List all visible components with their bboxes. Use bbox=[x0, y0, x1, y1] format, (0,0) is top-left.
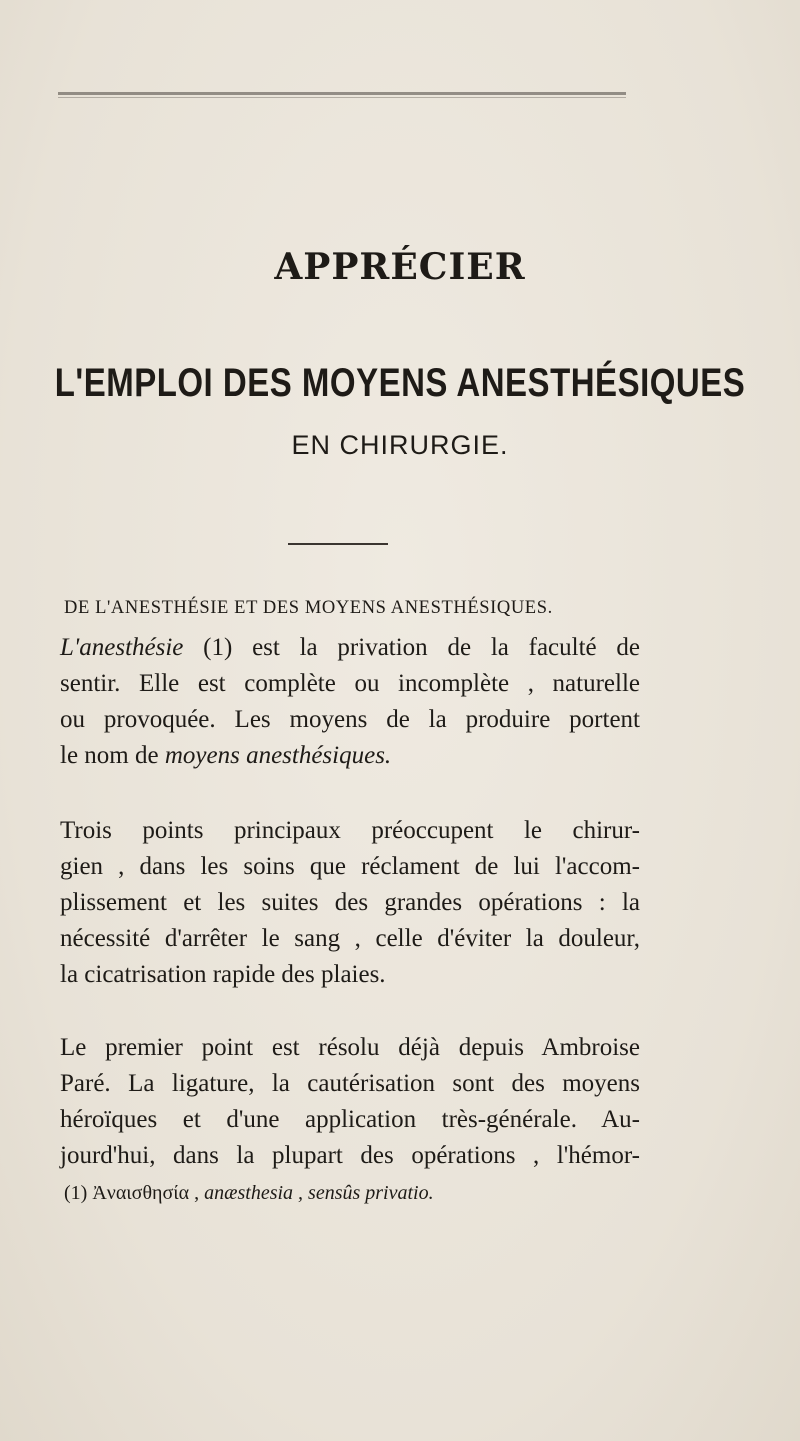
footnote-latin: anæsthesia , sensûs privatio. bbox=[204, 1182, 434, 1204]
paragraph-1-line-1 bbox=[60, 630, 640, 666]
footnote-greek: Ἀναισθησία bbox=[92, 1182, 190, 1204]
paragraph-3-line: héroïques et d'une application très-générale. Au- bbox=[60, 1106, 640, 1133]
paragraph-2-line: nécessité d'arrêter le sang , celle d'éviter la douleur, bbox=[60, 925, 640, 952]
title-line-2: L'EMPLOI DES MOYENS ANESTHÉSIQUES bbox=[54, 360, 746, 405]
separator-rule bbox=[288, 543, 388, 545]
paragraph-1-line-4-start: le nom de bbox=[60, 742, 165, 769]
title-line-1: APPRÉCIER bbox=[274, 246, 526, 288]
paragraph-3-line: jourd'hui, dans la plupart des opérations , l'hémor- bbox=[60, 1142, 640, 1169]
paragraph-3-line: Paré. La ligature, la cautérisation sont des moyens bbox=[60, 1070, 640, 1097]
paragraph-2-line: gien , dans les soins que réclament de lui l'accom- bbox=[60, 853, 640, 880]
paragraph-1-line-4 bbox=[60, 738, 640, 774]
top-rule bbox=[58, 92, 626, 95]
footnote bbox=[64, 1182, 434, 1205]
top-rule-thin bbox=[58, 97, 626, 98]
paragraph-2-line: Trois points principaux préoccupent le chirur- bbox=[60, 817, 640, 844]
paragraph-1-line-3: ou provoquée. Les moyens de la produire portent bbox=[60, 706, 640, 733]
paragraph-1-line-2: sentir. Elle est complète ou incomplète , naturelle bbox=[60, 670, 640, 697]
term-moyens-anesthesiques: moyens anesthésiques. bbox=[164, 742, 392, 769]
paragraph-3-line: Le premier point est résolu déjà depuis Ambroise bbox=[60, 1034, 640, 1061]
footnote-sep: , bbox=[189, 1182, 205, 1204]
paragraph-3 bbox=[60, 1030, 640, 1174]
section-heading: DE L'ANESTHÉSIE ET DES MOYENS ANESTHÉSIQUES. bbox=[64, 598, 553, 618]
footnote-marker: (1) bbox=[64, 1182, 93, 1204]
paragraph-1-line-1-rest: (1) est la privation de la faculté de bbox=[183, 634, 640, 661]
paragraph-2-line: la cicatrisation rapide des plaies. bbox=[60, 961, 386, 988]
paragraph-2 bbox=[60, 813, 640, 993]
term-anesthesie: L'anesthésie bbox=[60, 634, 184, 661]
paragraph-2-line: plissement et les suites des grandes opérations : la bbox=[60, 889, 640, 916]
paragraph-1 bbox=[60, 630, 640, 774]
title-line-3: EN CHIRURGIE. bbox=[291, 430, 509, 460]
